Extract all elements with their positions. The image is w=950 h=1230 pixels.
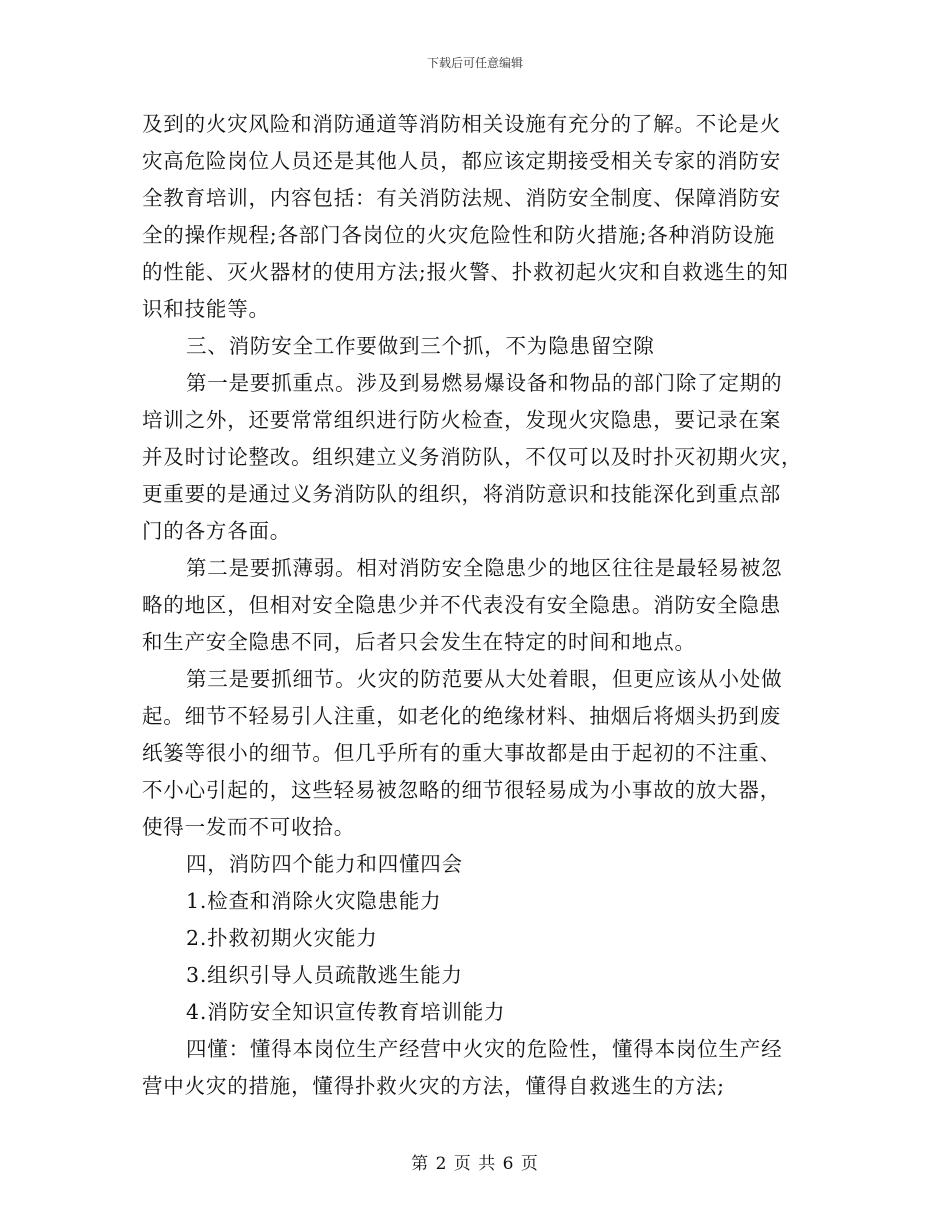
text-line: 纸篓等很小的细节。但几乎所有的重大事故都是由于起初的不注重、 [142,741,781,765]
text-line: 全的操作规程;各部门各岗位的火灾危险性和防火措施;各种消防设施 [142,223,776,247]
page-number: 第 2 页 共 6 页 [411,1154,539,1174]
list-item: 3.组织引导人员疏散逃生能力 [186,963,463,987]
text-line: 并及时讨论整改。组织建立义务消防队，不仅可以及时扑灭初期火灾， [142,445,803,469]
body-text [142,106,812,1105]
text-line: 四懂：懂得本岗位生产经营中火灾的危险性，懂得本岗位生产经 [186,1037,783,1061]
text-line: 和生产安全隐患不同，后者只会发生在特定的时间和地点。 [142,630,696,654]
text-line: 第一是要抓重点。涉及到易燃易爆设备和物品的部门除了定期的 [186,371,783,395]
text-line: 营中火灾的措施，懂得扑救火灾的方法，懂得自救逃生的方法; [142,1074,725,1098]
text-line: 使得一发而不可收拾。 [142,815,355,839]
text-line: 全教育培训，内容包括：有关消防法规、消防安全制度、保障消防安 [142,186,781,210]
text-line: 识和技能等。 [142,297,270,321]
text-line: 灾高危险岗位人员还是其他人员，都应该定期接受相关专家的消防安 [142,149,781,173]
text-line: 第三是要抓细节。火灾的防范要从大处着眼，但更应该从小处做 [186,667,783,691]
page-header: 下载后可任意编辑 [426,56,523,70]
list-item: 4.消防安全知识宣传教育培训能力 [186,1000,506,1024]
section-heading: 三、消防安全工作要做到三个抓，不为隐患留空隙 [186,334,655,358]
text-line: 起。细节不轻易引人注重，如老化的绝缘材料、抽烟后将烟头扔到废 [142,704,781,728]
section-heading: 四，消防四个能力和四懂四会 [186,852,463,876]
text-line: 门的各方各面。 [142,519,292,543]
list-item: 2.扑救初期火灾能力 [186,926,378,950]
text-line: 第二是要抓薄弱。相对消防安全隐患少的地区往往是最轻易被忽 [186,556,783,580]
text-line: 及到的火灾风险和消防通道等消防相关设施有充分的了解。不论是火 [142,112,781,136]
text-line: 更重要的是通过义务消防队的组织，将消防意识和技能深化到重点部 [142,482,781,506]
text-line: 略的地区，但相对安全隐患少并不代表没有安全隐患。消防安全隐患 [142,593,781,617]
text-line: 的性能、灭火器材的使用方法;报火警、扑救初起火灾和自救逃生的知 [142,260,789,284]
text-line: 不小心引起的，这些轻易被忽略的细节很轻易成为小事故的放大器， [142,778,781,802]
list-item: 1.检查和消除火灾隐患能力 [186,889,442,913]
text-line: 培训之外，还要常常组织进行防火检查，发现火灾隐患，要记录在案 [142,408,781,432]
